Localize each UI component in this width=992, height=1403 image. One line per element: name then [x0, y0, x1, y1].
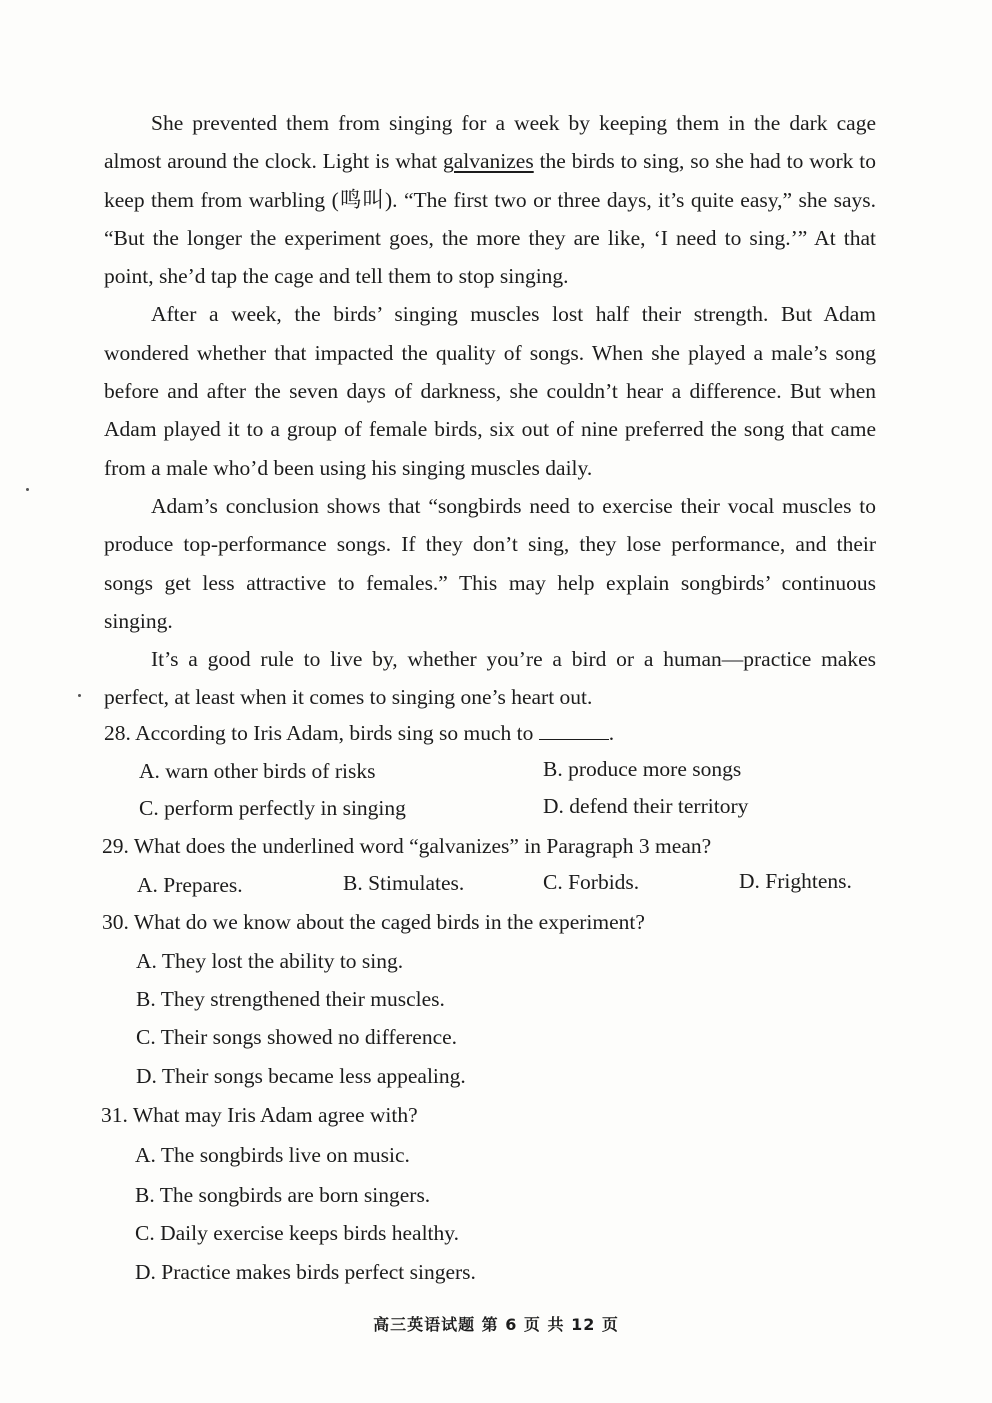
question-29-option-c: C. Forbids. [543, 870, 640, 894]
question-30-stem: 30. What do we know about the caged birds in the experiment? [102, 910, 645, 934]
question-28-option-c: C. perform perfectly in singing [139, 796, 406, 820]
question-31-option-a: A. The songbirds live on music. [135, 1143, 410, 1167]
question-30-option-c: C. Their songs showed no difference. [136, 1025, 458, 1049]
answer-blank [539, 721, 609, 740]
paragraph-1-text-b: the birds to sing, so she had to work to keep them from warbling (鸣叫). “The first two or three days, it’s quite easy,” she says. “But the longer the experiment goes, the more they are like, ‘I need to sing.’” At that point, she’d tap the cage and tell them to stop singing. [104, 149, 876, 289]
question-29-option-a: A. Prepares. [137, 873, 243, 897]
paragraph-3: Adam’s conclusion shows that “songbirds need to exercise their vocal muscles to produce top-performance songs. If they don’t sing, they lose performance, and their songs get less attractive to females.” This may help explain songbirds’ continuous singing. [104, 493, 876, 633]
underlined-word: galvanizes [442, 149, 534, 174]
question-29-stem: 29. What does the underlined word “galvanizes” in Paragraph 3 mean? [102, 834, 712, 858]
question-29-option-d: D. Frightens. [739, 869, 852, 893]
paragraph-1-text-a: She prevented them from singing for a week by keeping them in the dark cage almost around the clock. Light is what [104, 111, 876, 174]
question-28-stem-end: . [608, 721, 615, 745]
question-31-stem: 31. What may Iris Adam agree with? [101, 1103, 418, 1127]
question-28-stem [104, 720, 614, 746]
question-31-option-d: D. Practice makes birds perfect singers. [135, 1260, 476, 1284]
question-30-option-b: B. They strengthened their muscles. [136, 987, 445, 1011]
question-29-option-b: B. Stimulates. [343, 871, 465, 895]
scan-speck [26, 488, 29, 491]
question-28-option-b: B. produce more songs [543, 757, 742, 781]
reading-passage [104, 104, 876, 717]
paragraph-2: After a week, the birds’ singing muscles lost half their strength. But Adam wondered whether that impacted the quality of songs. When she played a male’s song before and after the seven days of darkness, she couldn’t hear a difference. But when Adam played it to a group of female birds, six out of nine preferred the song that came from a male who’d been using his singing muscles daily. [104, 302, 876, 480]
paragraph-4: It’s a good rule to live by, whether you’re a bird or a human—practice makes perfect, at least when it comes to singing one’s heart out. [104, 647, 876, 710]
paragraph-1 [104, 104, 876, 295]
question-28-option-d: D. defend their territory [543, 794, 749, 818]
question-31-option-b: B. The songbirds are born singers. [135, 1183, 431, 1207]
question-31-option-c: C. Daily exercise keeps birds healthy. [135, 1221, 459, 1245]
question-30-option-a: A. They lost the ability to sing. [136, 949, 404, 973]
question-30-option-d: D. Their songs became less appealing. [136, 1064, 466, 1088]
question-28-stem-text: 28. According to Iris Adam, birds sing so much to [104, 721, 539, 745]
scan-speck [78, 694, 81, 697]
page-footer: 高三英语试题 第 6 页 共 12 页 [373, 1315, 619, 1334]
question-28-option-a: A. warn other birds of risks [139, 759, 376, 783]
